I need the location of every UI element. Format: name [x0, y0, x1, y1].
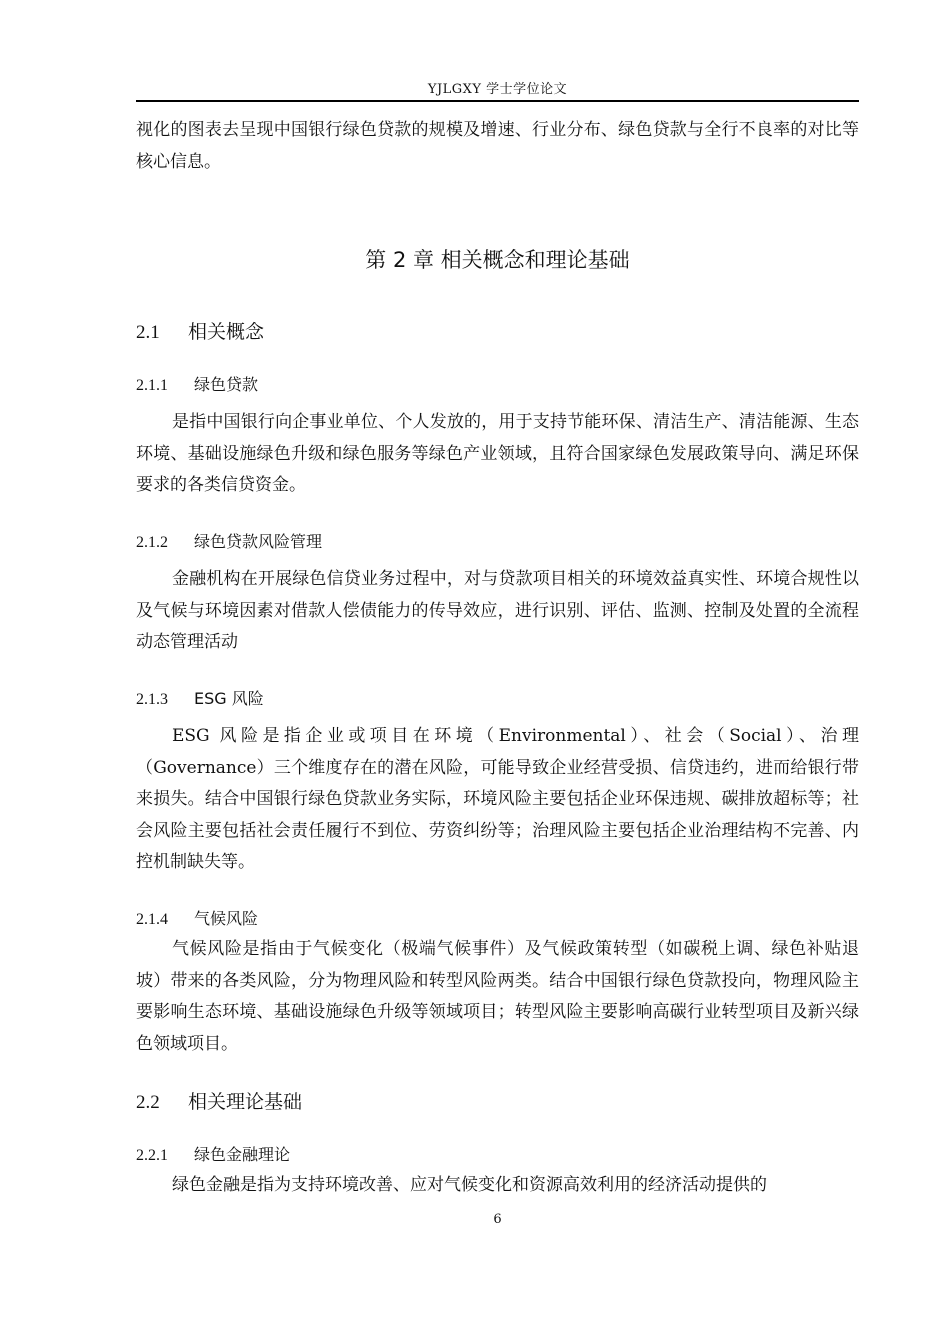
paragraph-climate-risk: 气候风险是指由于气候变化（极端气候事件）及气候政策转型（如碳税上调、绿色补贴退坡）带来的各类风险，分为物理风险和转型风险两类。结合中国银行绿色贷款投向，物理风险主要影响生态环境、基础设施绿色升级等领域项目；转型风险主要影响高碳行业转型项目及新兴绿色领域项目。	[136, 939, 859, 1054]
section-title: 相关理论基础	[188, 1091, 303, 1113]
paragraph-green-finance: 绿色金融是指为支持环境改善、应对气候变化和资源高效利用的经济活动提供的	[172, 1175, 767, 1195]
paragraph-esg-risk: ESG 风险是指企业或项目在环境（Environmental）、社会（Social）、治理（Governance）三个维度存在的潜在风险，可能导致企业经营受损、信贷违约，进而给银行带来损失。结合中国银行绿色贷款业务实际，环境风险主要包括企业环保违规、碳排放超标等；社会风险主要包括社会责任履行不到位、劳资纠纷等；治理风险主要包括企业治理结构不完善、内控机制缺失等。	[136, 726, 859, 872]
paragraph-green-loan: 是指中国银行向企事业单位、个人发放的，用于支持节能环保、清洁生产、清洁能源、生态环境、基础设施绿色升级和绿色服务等绿色产业领域，且符合国家绿色发展政策导向、满足环保要求的各类信贷资金。	[136, 412, 859, 495]
section-heading-2-2	[136, 1087, 302, 1114]
intro-paragraph: 视化的图表去呈现中国银行绿色贷款的规模及增速、行业分布、绿色贷款与全行不良率的对比等核心信息。	[136, 120, 859, 172]
subsection-number: 2.2.1	[136, 1147, 168, 1164]
subsection-number: 2.1.4	[136, 911, 168, 928]
section-heading-2-1	[136, 317, 264, 344]
subsection-heading-2-1-4	[136, 906, 258, 929]
running-header: YJLGXY 学士学位论文	[427, 82, 568, 97]
subsection-number: 2.1.3	[136, 691, 168, 708]
paragraph-risk-management: 金融机构在开展绿色信贷业务过程中，对与贷款项目相关的环境效益真实性、环境合规性以及气候与环境因素对借款人偿债能力的传导效应，进行识别、评估、监测、控制及处置的全流程动态管理活动	[136, 569, 859, 652]
subsection-heading-2-1-2	[136, 529, 322, 552]
subsection-heading-2-2-1	[136, 1142, 290, 1165]
section-number: 2.1	[136, 322, 160, 343]
section-number: 2.2	[136, 1092, 160, 1113]
section-title: 相关概念	[188, 321, 265, 343]
subsection-title: ESG 风险	[194, 689, 264, 708]
subsection-heading-2-1-3	[136, 686, 264, 709]
header-rule	[136, 100, 859, 102]
subsection-number: 2.1.1	[136, 377, 168, 394]
chapter-title: 第 2 章 相关概念和理论基础	[365, 248, 630, 272]
subsection-number: 2.1.2	[136, 534, 168, 551]
page-number: 6	[493, 1212, 502, 1227]
subsection-heading-2-1-1	[136, 372, 258, 395]
subsection-title: 绿色金融理论	[194, 1145, 291, 1164]
subsection-title: 绿色贷款风险管理	[194, 532, 323, 551]
subsection-title: 绿色贷款	[194, 375, 259, 394]
subsection-title: 气候风险	[194, 909, 259, 928]
